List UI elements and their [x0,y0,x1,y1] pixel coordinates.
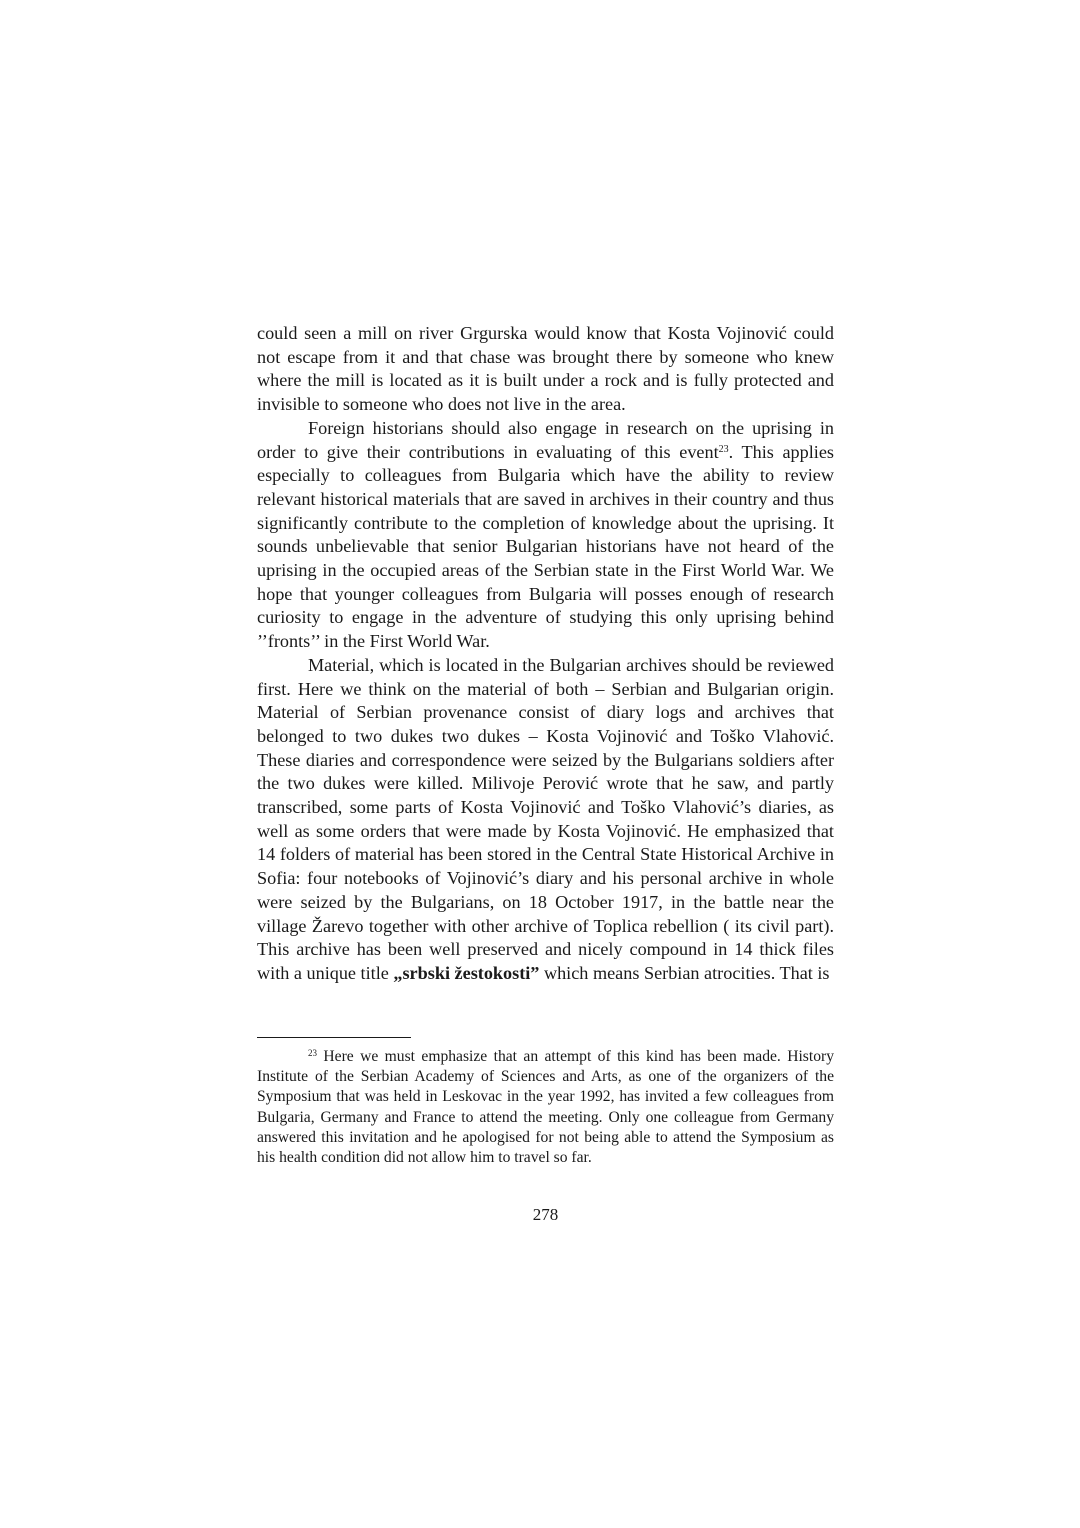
footnote-separator [257,1037,411,1038]
paragraph-2 [257,417,834,654]
body-text [257,322,834,986]
paragraph-3 [257,654,834,986]
paragraph-2-text-b: . This applies especially to colleagues from Bulgaria which have the ability to review relevant historical materials that are saved in archives in their country and thus significantly contribute to the completion of knowledge about the uprising. It sounds unbelievable that senior Bulgarian historians have not heard of the uprising in the occupied areas of the Serbian state in the First World War. We hope that younger colleagues from Bulgaria will posses enough of research curiosity to engage in the adventure of studying this only uprising behind ’’fronts’’ in the First World War. [257,441,834,652]
footnote-23 [257,1047,834,1168]
archive-title-bold: „srbski žestokosti” [393,962,540,983]
page-number: 278 [532,1205,559,1224]
footnote-reference-23[interactable]: 23 [718,443,729,455]
footnote-text: Here we must emphasize that an attempt of this kind has been made. History Institute of the Serbian Academy of Sciences and Arts, as one of the organizers of the Symposium that was held in Leskovac in the year 1992, has invited a few colleagues from Bulgaria, Germany and France to attend the meeting. Only one colleague from Germany answered this invitation and he apologised for not being able to attend the Symposium as his health condition did not allow him to travel so far. [257,1048,834,1167]
paragraph-2-text-a: Foreign historians should also engage in research on the uprising in order to give their contributions in evaluating of this event [257,417,834,462]
paragraph-1-text: could seen a mill on river Grgurska would know that Kosta Vojinović could not escape from it and that chase was brought there by someone who knew where the mill is located as it is built under a rock and is fully protected and invisible to someone who does not live in the area. [257,323,834,415]
paragraph-1 [257,322,834,417]
paragraph-3-text: Material, which is located in the Bulgarian archives should be reviewed first. Here we think on the material of both – Serbian and Bulgarian origin. Material of Serbian provenance consist of diary logs and archives that belonged to two dukes two dukes – Kosta Vojinović and Toško Vlahović. These diaries and correspondence were seized by the Bulgarians soldiers after the two dukes were killed. Milivoje Perović wrote that he saw, and partly transcribed, some parts of Kosta Vojinović and Toško Vlahović’s diaries, as well as some orders that were made by Kosta Vojinović. He emphasized that 14 folders of material has been stored in the Central State Historical Archive in Sofia: four notebooks of Vojinović’s diary and his personal archive in whole were seized by the Bulgarians, on 18 October 1917, in the battle near the village Žarevo together with other archive of Toplica rebellion ( its civil part). This archive has been well preserved and nicely compound in 14 thick files with a unique title [257,654,834,983]
paragraph-3-text-end: which means Serbian atrocities. That is [539,962,830,983]
footnote-number: 23 [308,1048,317,1058]
